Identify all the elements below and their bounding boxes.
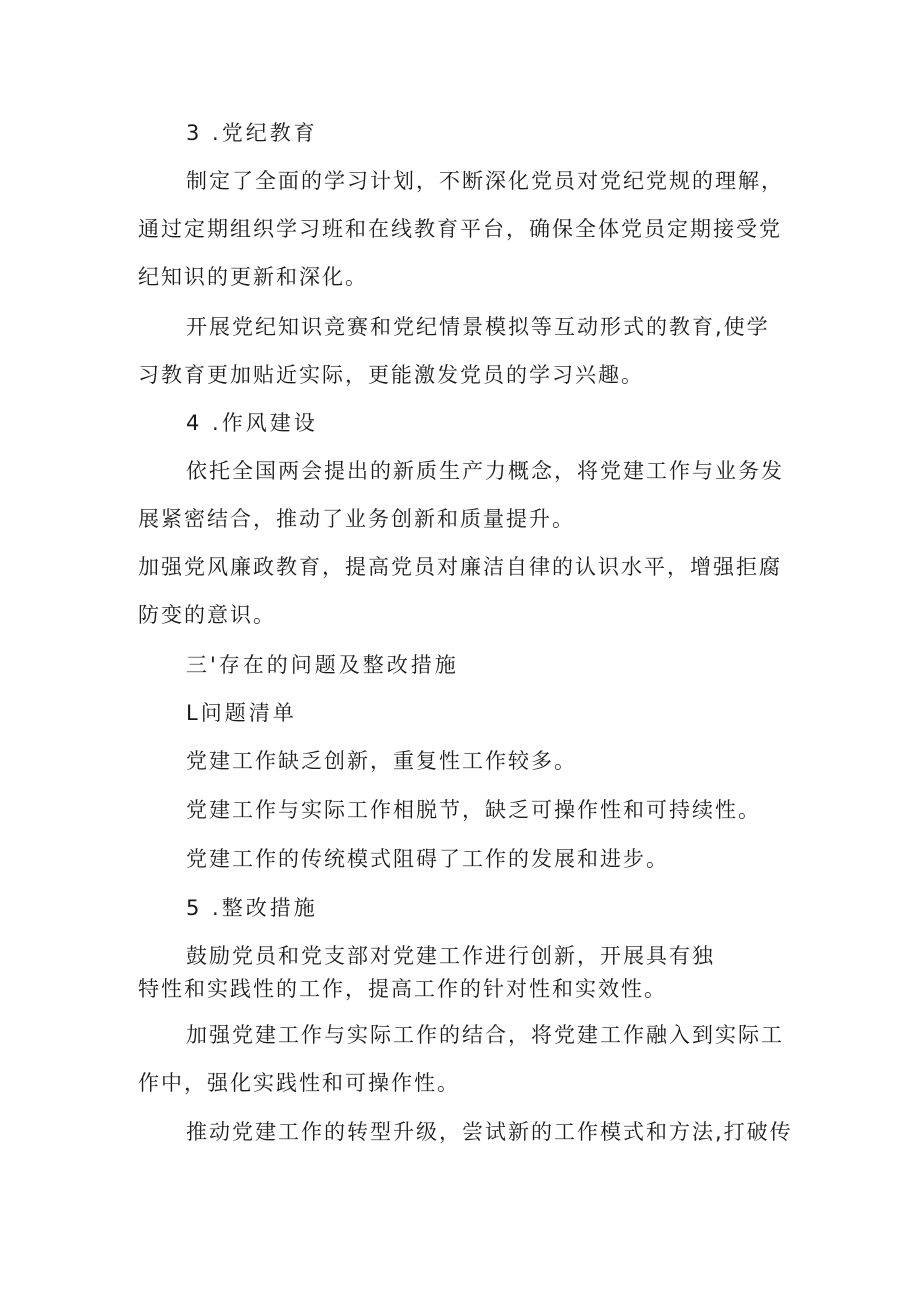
list-item: 党建工作与实际工作相脱节，缺乏可操作性和可持续性。	[186, 798, 761, 822]
section-heading-problems-and-measures: 三'存在的问题及整改措施	[186, 653, 459, 677]
paragraph-line: 防变的意识。	[138, 603, 276, 627]
paragraph-line: 推动党建工作的转型升级，尝试新的工作模式和方法,打破传	[186, 1120, 793, 1144]
paragraph-line: 鼓励党员和党支部对党建工作进行创新，开展具有独	[186, 944, 715, 968]
paragraph-line: 展紧密结合，推动了业务创新和质量提升。	[138, 507, 575, 531]
paragraph-line: 通过定期组织学习班和在线教育平台，确保全体党员定期接受党	[138, 217, 782, 241]
paragraph-line: 习教育更加贴近实际，更能激发党员的学习兴趣。	[138, 363, 644, 387]
list-item: 党建工作缺乏创新，重复性工作较多。	[186, 749, 577, 773]
paragraph-line: 特性和实践性的工作，提高工作的针对性和实效性。	[138, 977, 667, 1001]
paragraph-line: 依托全国两会提出的新质生产力概念，将党建工作与业务发	[186, 459, 784, 483]
paragraph-line: 加强党风廉政教育，提高党员对廉洁自律的认识水平，增强拒腐	[138, 555, 782, 579]
section-heading-party-discipline: 3 .党纪教育	[186, 121, 318, 145]
list-item: 党建工作的传统模式阻碍了工作的发展和进步。	[186, 847, 669, 871]
subheading-problem-list: L问题清单	[186, 701, 297, 725]
paragraph-line: 开展党纪知识竞赛和党纪情景模拟等互动形式的教育,使学	[186, 315, 770, 339]
paragraph-line: 加强党建工作与实际工作的结合，将党建工作融入到实际工	[186, 1023, 784, 1047]
paragraph-line: 制定了全面的学习计划，不断深化党员对党纪党规的理解，	[186, 169, 784, 193]
paragraph-line: 纪知识的更新和深化。	[138, 265, 368, 289]
section-heading-rectification-measures: 5 .整改措施	[186, 896, 318, 920]
paragraph-line: 作中，强化实践性和可操作性。	[138, 1071, 460, 1095]
section-heading-work-style: 4 .作风建设	[186, 411, 318, 435]
